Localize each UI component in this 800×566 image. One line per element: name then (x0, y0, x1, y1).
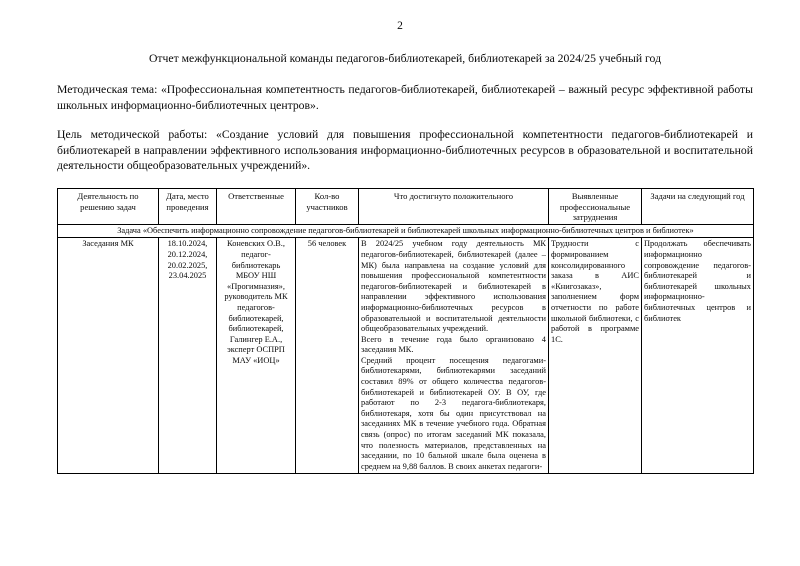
table-row (58, 238, 754, 474)
paragraph-methodical-theme: Методическая тема: «Профессиональная компетентность педагогов-библиотекарей, библиотекарей – важный ресурс эффективной работы школьных информационно-библиотечных центров». (57, 83, 753, 112)
achievements-paragraph-2: Всего в течение года было организовано 4 заседания МК. (361, 334, 546, 355)
column-header-difficulties: Выявленные профессиональные затруднения (549, 188, 642, 224)
column-header-responsible: Ответственные (217, 188, 296, 224)
column-header-next-year-tasks: Задачи на следующий год (642, 188, 754, 224)
column-header-participants-count: Кол-во участников (296, 188, 359, 224)
cell-difficulties: Трудности с формированием консолидированного заказа в АИС «Книгозаказ», заполнением форм отчетности по работе школьной библиотеки, с работой в программе 1С. (549, 238, 642, 474)
document-title: Отчет межфункциональной команды педагогов-библиотекарей, библиотекарей за 2024/25 учебный год (148, 52, 662, 65)
table-task-row (58, 224, 754, 238)
paragraph-methodical-goal: Цель методической работы: «Создание условий для повышения профессиональной компетентности педагогов-библиотекарей и библиотекарей в направлении эффективного использования информационно-библиотечных ресурсов в образовательной и воспитательной деятельности общеобразовательных учреждений». (57, 128, 753, 173)
achievements-paragraph-1: В 2024/25 учебном году деятельность МК педагогов-библиотекарей, библиотекарей (далее – МК) была направлена на создание условий для повышения профессиональной компетентности педагогов-библиотекарей и библиотекарей в направлении эффективного использования информационно-библиотечных ресурсов в образовательной и воспитательной деятельности общеобразовательных учреждений. (361, 239, 546, 334)
column-header-date-place: Дата, место проведения (159, 188, 217, 224)
cell-responsible: Коневских О.В., педагог-библиотекарь МБОУ НШ «Прогимназия», руководитель МК педагогов-библиотекарей, библиотекарей, Галингер Е.А., эксперт ОСПРП МАУ «ИОЦ» (217, 238, 296, 474)
document-body (57, 52, 753, 474)
column-header-achievements: Что достигнуто положительного (359, 188, 549, 224)
report-table (57, 188, 754, 474)
table-header-row (58, 188, 754, 224)
cell-next-year-tasks: Продолжать обеспечивать информационно сопровождение педагогов-библиотекарей и библиотекарей школьных информационно-библиотечных центров и библиотек (642, 238, 754, 474)
cell-date-place: 18.10.2024, 20.12.2024, 20.02.2025, 23.04.2025 (159, 238, 217, 474)
cell-achievements (359, 238, 549, 474)
column-header-activity: Деятельность по решению задач (58, 188, 159, 224)
achievements-paragraph-3: Средний процент посещения педагогами-библиотекарями, библиотекарями заседаний составил 89% от общего количества педагогов-библиотекарей и библиотекарей ОУ. В ОУ, где работают по 2-3 педагога-библиотекаря, библиотекаря, хотя бы один присутствовал на заседаниях МК в течение учебного года. Обратная связь (опрос) по итогам заседаний МК показала, что полезность материалов, представленных на заседании, по 10 бальной шкале была оценена в среднем на 9,88 баллов. В своих анкетах педагоги- (361, 355, 546, 471)
task-statement: Задача «Обеспечить информационно сопровождение педагогов-библиотекарей и библиотекарей школьных информационно-библиотечных центров и библиотек» (58, 224, 754, 238)
cell-activity: Заседания МК (58, 238, 159, 474)
cell-participants-count: 56 человек (296, 238, 359, 474)
page-number: 2 (397, 20, 403, 32)
